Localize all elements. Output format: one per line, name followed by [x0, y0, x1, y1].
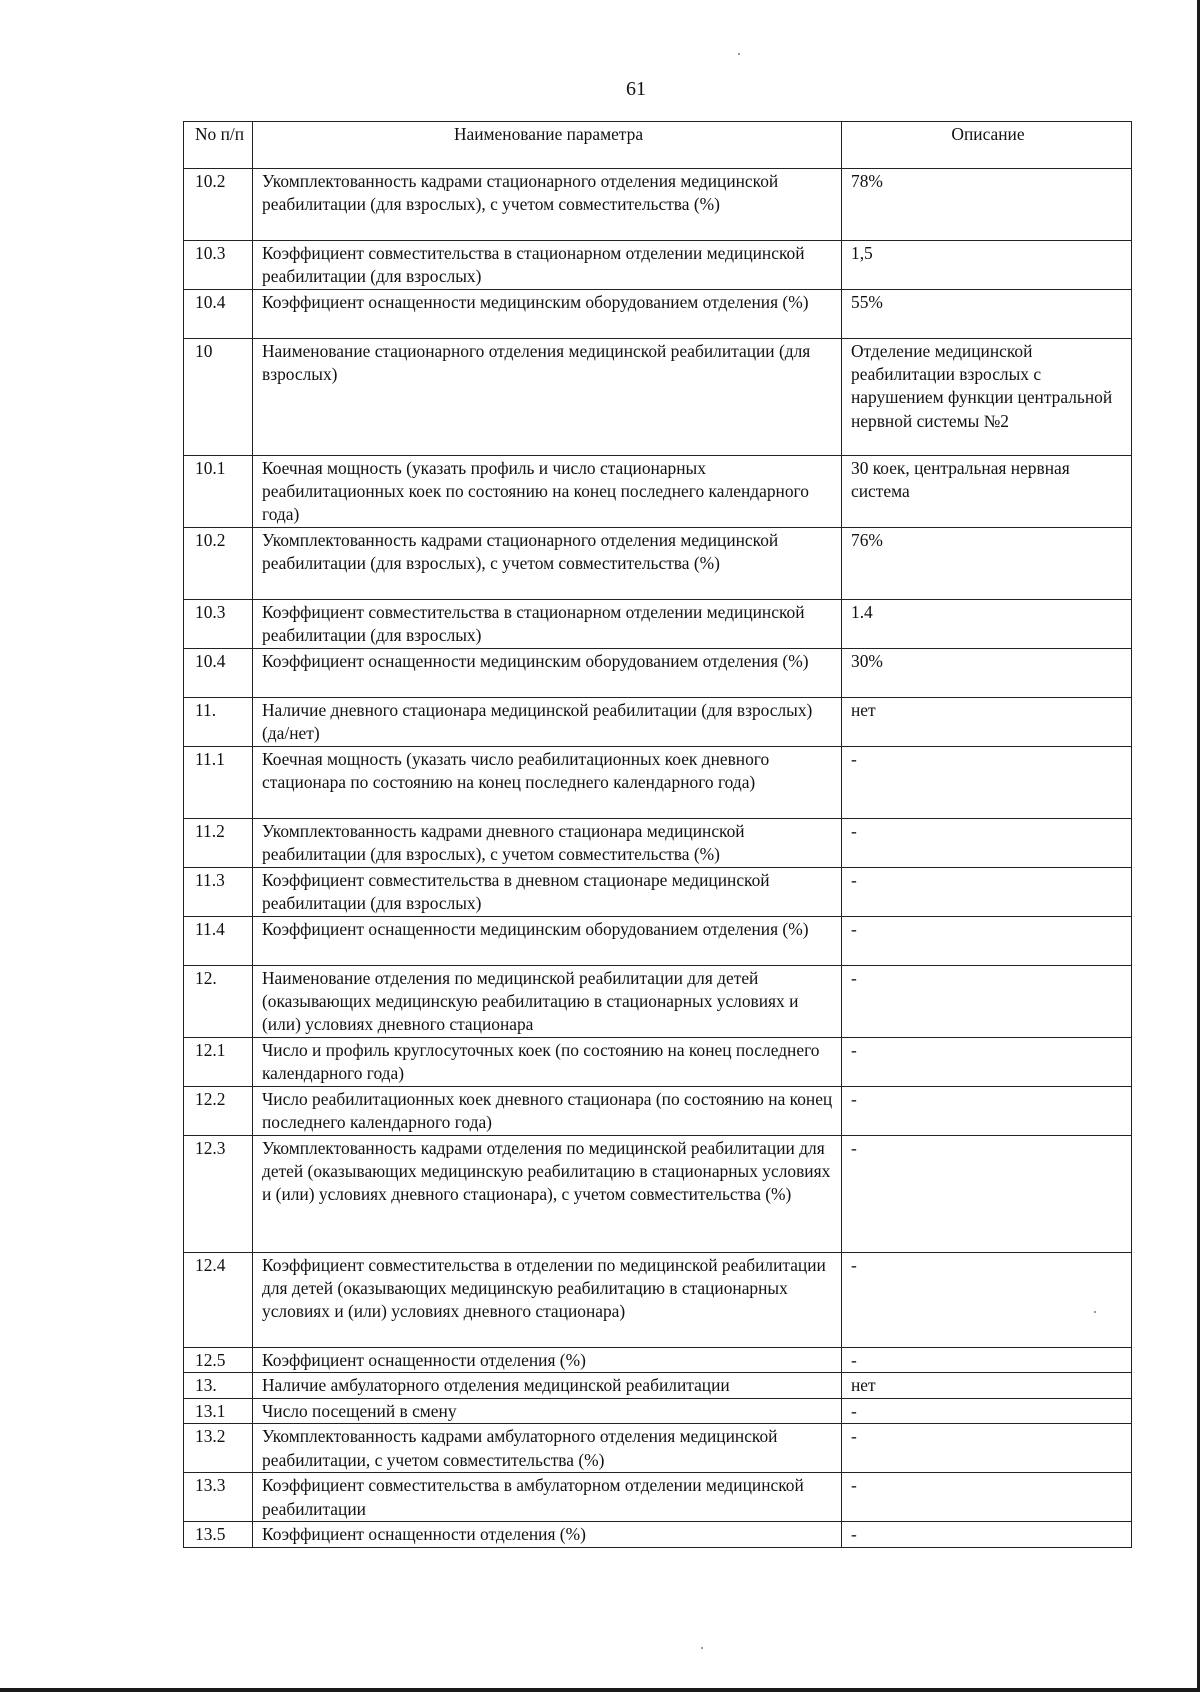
table-row: [184, 339, 1132, 456]
row-value: -: [842, 1136, 1132, 1253]
row-parameter: Наименование отделения по медицинской реабилитации для детей (оказывающих медицинскую реабилитацию в стационарных условиях и (или) условиях дневного стационара: [253, 966, 842, 1038]
row-value: 1,5: [842, 241, 1132, 290]
table-row: [184, 600, 1132, 649]
row-number: 13.3: [184, 1473, 253, 1522]
table-row: [184, 1348, 1132, 1373]
row-value: -: [842, 868, 1132, 917]
table-row: [184, 1373, 1132, 1399]
row-number: 10.3: [184, 600, 253, 649]
table-row: [184, 649, 1132, 698]
row-number: 11.4: [184, 917, 253, 966]
row-number: 13.2: [184, 1424, 253, 1473]
row-parameter: Коэффициент оснащенности отделения (%): [253, 1522, 842, 1547]
row-value: 1.4: [842, 600, 1132, 649]
table-row: [184, 1253, 1132, 1348]
row-parameter: Коэффициент совместительства в амбулаторном отделении медицинской реабилитации: [253, 1473, 842, 1522]
row-parameter: Число и профиль круглосуточных коек (по состоянию на конец последнего календарного года): [253, 1038, 842, 1087]
table-row: [184, 1522, 1132, 1547]
row-value: -: [842, 1348, 1132, 1373]
row-number: 12.5: [184, 1348, 253, 1373]
table-row: [184, 1038, 1132, 1087]
row-parameter: Коэффициент оснащенности отделения (%): [253, 1348, 842, 1373]
header-number: No п/п: [184, 122, 253, 169]
row-number: 13.: [184, 1373, 253, 1399]
row-number: 11.2: [184, 819, 253, 868]
row-number: 11.3: [184, 868, 253, 917]
table-row: [184, 917, 1132, 966]
row-parameter: Наименование стационарного отделения медицинской реабилитации (для взрослых): [253, 339, 842, 456]
row-number: 10.3: [184, 241, 253, 290]
page-number: 61: [626, 78, 646, 100]
row-parameter: Укомплектованность кадрами дневного стационара медицинской реабилитации (для взрослых), с учетом совместительства (%): [253, 819, 842, 868]
row-value: Отделение медицинской реабилитации взрослых с нарушением функции центральной нервной системы №2: [842, 339, 1132, 456]
row-value: -: [842, 917, 1132, 966]
row-number: 12.4: [184, 1253, 253, 1348]
table-row: [184, 698, 1132, 747]
row-number: 10.1: [184, 456, 253, 528]
row-parameter: Укомплектованность кадрами стационарного отделения медицинской реабилитации (для взрослых), с учетом совместительства (%): [253, 169, 842, 241]
row-number: 10.4: [184, 290, 253, 339]
row-parameter: Коэффициент оснащенности медицинским оборудованием отделения (%): [253, 290, 842, 339]
table-row: [184, 1087, 1132, 1136]
row-number: 12.3: [184, 1136, 253, 1253]
row-parameter: Коэффициент оснащенности медицинским оборудованием отделения (%): [253, 649, 842, 698]
scan-speck: [701, 1647, 703, 1649]
row-parameter: Коечная мощность (указать число реабилитационных коек дневного стационара по состоянию на конец последнего календарного года): [253, 747, 842, 819]
table-row: [184, 819, 1132, 868]
header-description: Описание: [842, 122, 1132, 169]
row-number: 10: [184, 339, 253, 456]
row-parameter: Коечная мощность (указать профиль и число стационарных реабилитационных коек по состоянию на конец последнего календарного года): [253, 456, 842, 528]
row-number: 10.4: [184, 649, 253, 698]
row-number: 12.1: [184, 1038, 253, 1087]
row-value: -: [842, 1473, 1132, 1522]
row-value: -: [842, 1424, 1132, 1473]
row-value: -: [842, 1522, 1132, 1547]
parameter-table: [183, 121, 1132, 1548]
table-row: [184, 1424, 1132, 1473]
table-row: [184, 528, 1132, 600]
row-value: -: [842, 966, 1132, 1038]
table-row: [184, 1473, 1132, 1522]
scan-edge-bottom: [0, 1688, 1200, 1692]
row-value: -: [842, 747, 1132, 819]
row-value: 55%: [842, 290, 1132, 339]
row-parameter: Укомплектованность кадрами амбулаторного отделения медицинской реабилитации, с учетом совместительства (%): [253, 1424, 842, 1473]
row-parameter: Число посещений в смену: [253, 1399, 842, 1424]
row-parameter: Коэффициент оснащенности медицинским оборудованием отделения (%): [253, 917, 842, 966]
row-value: -: [842, 1399, 1132, 1424]
table-row: [184, 456, 1132, 528]
table-row: [184, 1399, 1132, 1424]
row-value: нет: [842, 1373, 1132, 1399]
row-number: 11.1: [184, 747, 253, 819]
row-number: 13.5: [184, 1522, 253, 1547]
row-value: 30%: [842, 649, 1132, 698]
row-parameter: Наличие дневного стационара медицинской реабилитации (для взрослых) (да/нет): [253, 698, 842, 747]
table-row: [184, 1136, 1132, 1253]
row-parameter: Коэффициент совместительства в стационарном отделении медицинской реабилитации (для взрослых): [253, 241, 842, 290]
row-parameter: Коэффициент совместительства в дневном стационаре медицинской реабилитации (для взрослых): [253, 868, 842, 917]
row-parameter: Укомплектованность кадрами отделения по медицинской реабилитации для детей (оказывающих медицинскую реабилитацию в стационарных условиях и (или) условиях дневного стационара), с учетом совместительства (%): [253, 1136, 842, 1253]
row-value: 30 коек, центральная нервная система: [842, 456, 1132, 528]
row-value: 76%: [842, 528, 1132, 600]
row-value: -: [842, 1087, 1132, 1136]
row-number: 12.2: [184, 1087, 253, 1136]
table-row: [184, 966, 1132, 1038]
table-row: [184, 241, 1132, 290]
row-parameter: Коэффициент совместительства в стационарном отделении медицинской реабилитации (для взрослых): [253, 600, 842, 649]
header-parameter-name: Наименование параметра: [253, 122, 842, 169]
row-parameter: Наличие амбулаторного отделения медицинской реабилитации: [253, 1373, 842, 1399]
row-value: 78%: [842, 169, 1132, 241]
table-row: [184, 868, 1132, 917]
row-parameter: Число реабилитационных коек дневного стационара (по состоянию на конец последнего календарного года): [253, 1087, 842, 1136]
row-number: 10.2: [184, 528, 253, 600]
row-value: -: [842, 1038, 1132, 1087]
table-row: [184, 169, 1132, 241]
row-value: -: [842, 819, 1132, 868]
row-number: 12.: [184, 966, 253, 1038]
table-header-row: [184, 122, 1132, 169]
scan-speck: [738, 53, 740, 55]
row-number: 13.1: [184, 1399, 253, 1424]
row-parameter: Укомплектованность кадрами стационарного отделения медицинской реабилитации (для взрослых), с учетом совместительства (%): [253, 528, 842, 600]
row-value: нет: [842, 698, 1132, 747]
row-parameter: Коэффициент совместительства в отделении по медицинской реабилитации для детей (оказывающих медицинскую реабилитацию в стационарных условиях и (или) условиях дневного стационара): [253, 1253, 842, 1348]
row-number: 10.2: [184, 169, 253, 241]
row-value: -: [842, 1253, 1132, 1348]
table-row: [184, 290, 1132, 339]
row-number: 11.: [184, 698, 253, 747]
table-row: [184, 747, 1132, 819]
